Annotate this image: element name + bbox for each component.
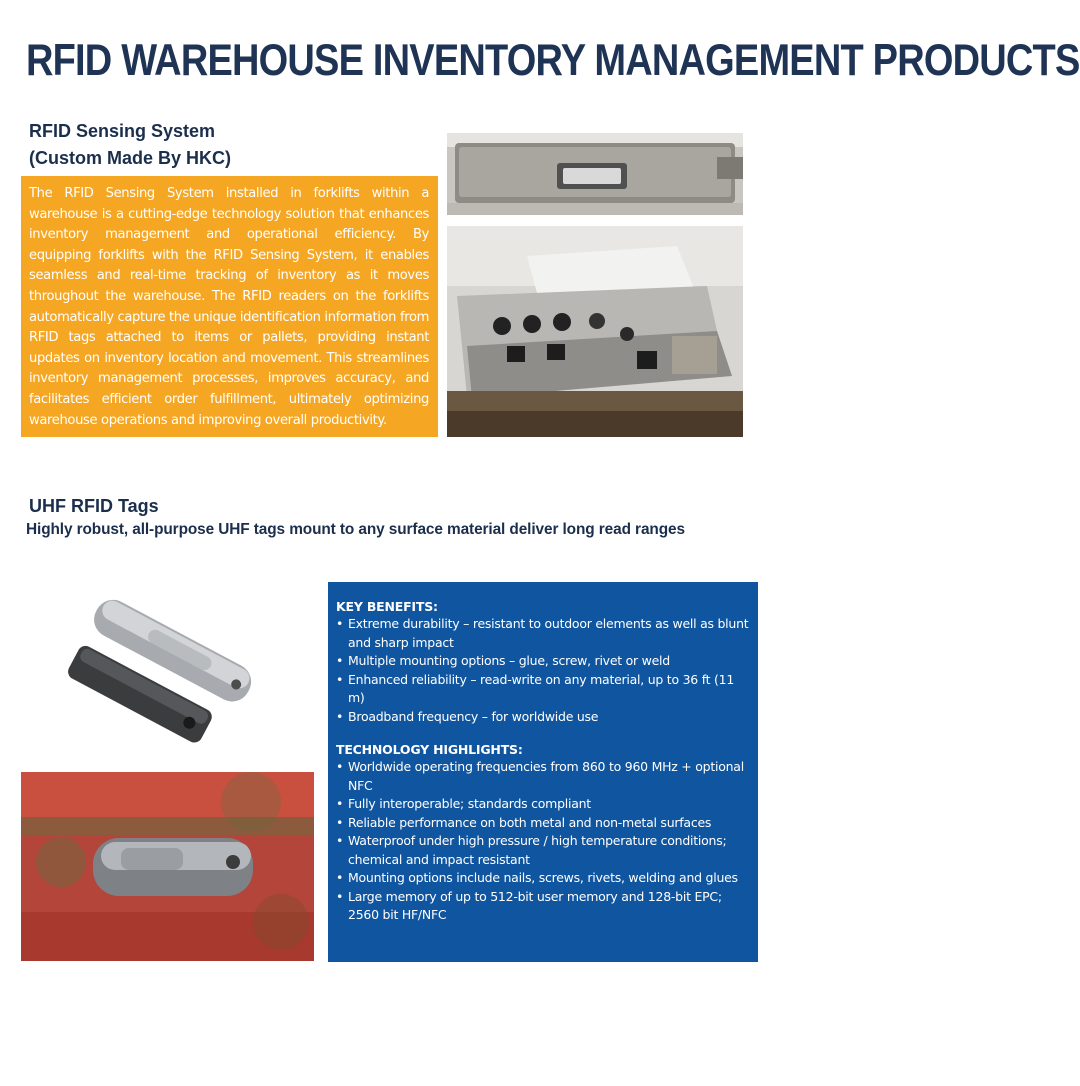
list-item: • Extreme durability – resistant to outdoor elements as well as blunt and sharp impact — [336, 615, 750, 652]
reader-connectors-photo — [447, 226, 743, 437]
key-benefits-heading: KEY BENEFITS: — [336, 599, 438, 614]
rfid-sensing-heading — [29, 118, 429, 172]
heading-line-1: RFID Sensing System — [29, 121, 216, 141]
technology-highlights-list — [336, 758, 750, 925]
list-item: • Fully interoperable; standards compliant — [336, 795, 750, 814]
list-item: • Broadband frequency – for worldwide use — [336, 708, 750, 727]
features-box — [328, 582, 758, 962]
list-item: • Large memory of up to 512-bit user memory and 128-bit EPC; 2560 bit HF/NFC — [336, 888, 750, 925]
sensing-description-text: The RFID Sensing System installed in forklifts within a warehouse is a cutting-edge technology solution that enhances inventory management and operational efficiency. By equipping forklifts with the RFID Sensing System, it enables seamless and real-time tracking of inventory as it moves throughout the warehouse. The RFID readers on the forklifts automatically capture the unique identification information from RFID tags attached to items or pallets, providing instant updates on inventory location and movement. This streamlines inventory management processes, improves accuracy, and facilitates efficient order fulfillment, ultimately optimizing warehouse operations and improving overall productivity. — [29, 186, 430, 428]
sensing-description-box — [21, 176, 438, 437]
list-item: • Enhanced reliability – read-write on any material, up to 36 ft (11 m) — [336, 671, 750, 708]
list-item: • Reliable performance on both metal and non-metal surfaces — [336, 814, 750, 833]
list-item: • Multiple mounting options – glue, screw, rivet or weld — [336, 652, 750, 671]
uhf-tags-subheading: Highly robust, all-purpose UHF tags mount to any surface material deliver long read ranges — [26, 521, 685, 538]
heading-line-2: (Custom Made By HKC) — [29, 148, 232, 168]
key-benefits-list — [336, 615, 750, 726]
list-item: • Worldwide operating frequencies from 860 to 960 MHz + optional NFC — [336, 758, 750, 795]
page-title: RFID WAREHOUSE INVENTORY MANAGEMENT PRODUCTS — [26, 36, 1080, 86]
reader-enclosure-photo — [447, 133, 743, 215]
uhf-tags-photo — [60, 592, 266, 742]
tag-mounted-photo — [21, 772, 314, 961]
technology-highlights-heading: TECHNOLOGY HIGHLIGHTS: — [336, 742, 523, 757]
uhf-tags-heading: UHF RFID Tags — [29, 496, 159, 516]
list-item: • Waterproof under high pressure / high temperature conditions; chemical and impact resistant — [336, 832, 750, 869]
list-item: • Mounting options include nails, screws, rivets, welding and glues — [336, 869, 750, 888]
